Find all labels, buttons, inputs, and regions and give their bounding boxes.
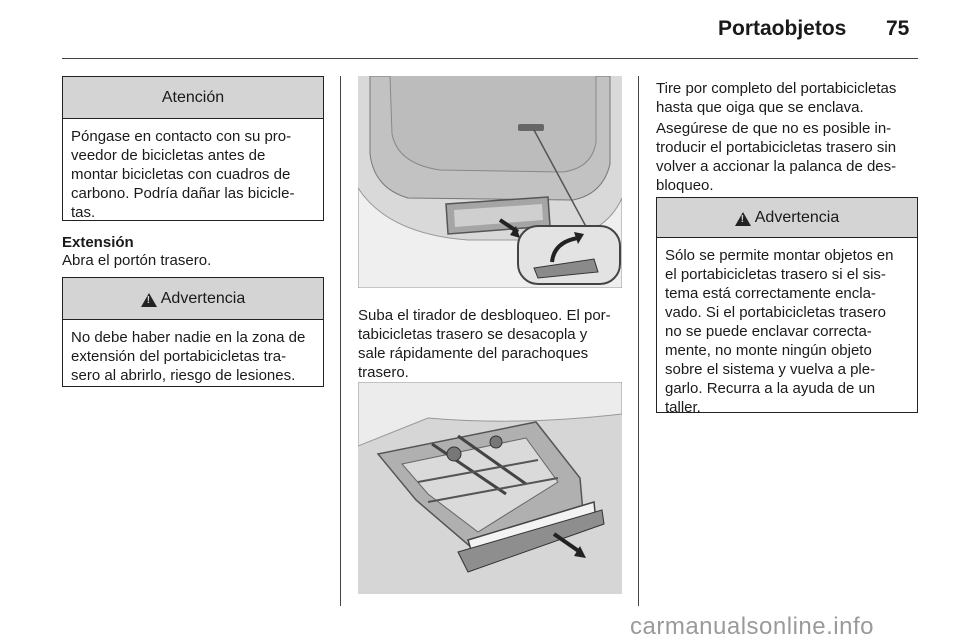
bike-carrier-illustration	[358, 382, 622, 594]
caption-line: Suba el tirador de desbloqueo. El por-	[358, 307, 611, 324]
release-handle-illustration	[358, 76, 622, 288]
warning-line: el portabicicletas trasero si el sis-	[665, 266, 886, 283]
warning-box-title: Advertencia	[160, 289, 246, 307]
caption-line: tabicicletas trasero se desacopla y	[358, 326, 588, 343]
caption-line: sale rápidamente del parachoques	[358, 345, 589, 362]
attention-line: Póngase en contacto con su pro-	[71, 128, 292, 145]
warning-line: no se puede enclavar correcta-	[665, 323, 872, 340]
paragraph-line: troducir el portabicicletas trasero sin	[656, 139, 897, 156]
page-title: Portaobjetos	[718, 17, 847, 40]
warning-box-right	[656, 197, 918, 416]
column-divider-2	[638, 76, 639, 606]
warning-triangle-icon	[141, 293, 157, 307]
attention-line: veedor de bicicletas antes de	[71, 147, 266, 164]
warning-line: mente, no monte ningún objeto	[665, 342, 872, 359]
warning-line: garlo. Recurra a la ayuda de un	[665, 380, 876, 397]
attention-box-body	[63, 119, 323, 228]
watermark: carmanualsonline.info	[630, 613, 874, 640]
caption	[358, 306, 611, 382]
warning-line: No debe haber nadie en la zona de	[71, 329, 306, 346]
warning-line: taller.	[665, 399, 701, 416]
page-number: 75	[886, 17, 910, 40]
paragraph-1	[656, 79, 896, 117]
paragraph-line: hasta que oiga que se enclava.	[656, 99, 864, 116]
attention-line: carbono. Podría dañar las bicicle-	[71, 185, 295, 202]
header-rule	[62, 58, 918, 59]
warning-line: sero al abrirlo, riesgo de lesiones.	[71, 367, 296, 384]
warning-line: sobre el sistema y vuelva a ple-	[665, 361, 876, 378]
warning-box-header	[63, 278, 323, 320]
section-heading: Extensión	[62, 234, 134, 251]
warning-triangle-icon	[735, 212, 751, 226]
paragraph-2	[656, 119, 896, 195]
column-divider-1	[340, 76, 341, 606]
caption-line: trasero.	[358, 364, 409, 381]
attention-line: montar bicicletas con cuadros de	[71, 166, 291, 183]
attention-line: tas.	[71, 204, 96, 221]
warning-line: extensión del portabicicletas tra-	[71, 348, 287, 365]
warning-box-body	[63, 320, 323, 391]
paragraph-line: Tire por completo del portabicicletas	[656, 80, 897, 97]
warning-box-body	[657, 238, 917, 423]
warning-box-title: Advertencia	[754, 208, 840, 226]
warning-box	[62, 277, 324, 387]
warning-line: tema está correctamente encla-	[665, 285, 876, 302]
warning-box-header	[657, 198, 917, 238]
paragraph-line: Asegúrese de que no es posible in-	[656, 120, 892, 137]
paragraph-line: bloqueo.	[656, 177, 714, 194]
paragraph-line: volver a accionar la palanca de des-	[656, 158, 897, 175]
attention-box-title: Atención	[63, 77, 323, 119]
warning-line: Sólo se permite montar objetos en	[665, 247, 894, 264]
section-text: Abra el portón trasero.	[62, 252, 212, 269]
attention-box	[62, 76, 324, 221]
warning-line: vado. Si el portabicicletas trasero	[665, 304, 886, 321]
